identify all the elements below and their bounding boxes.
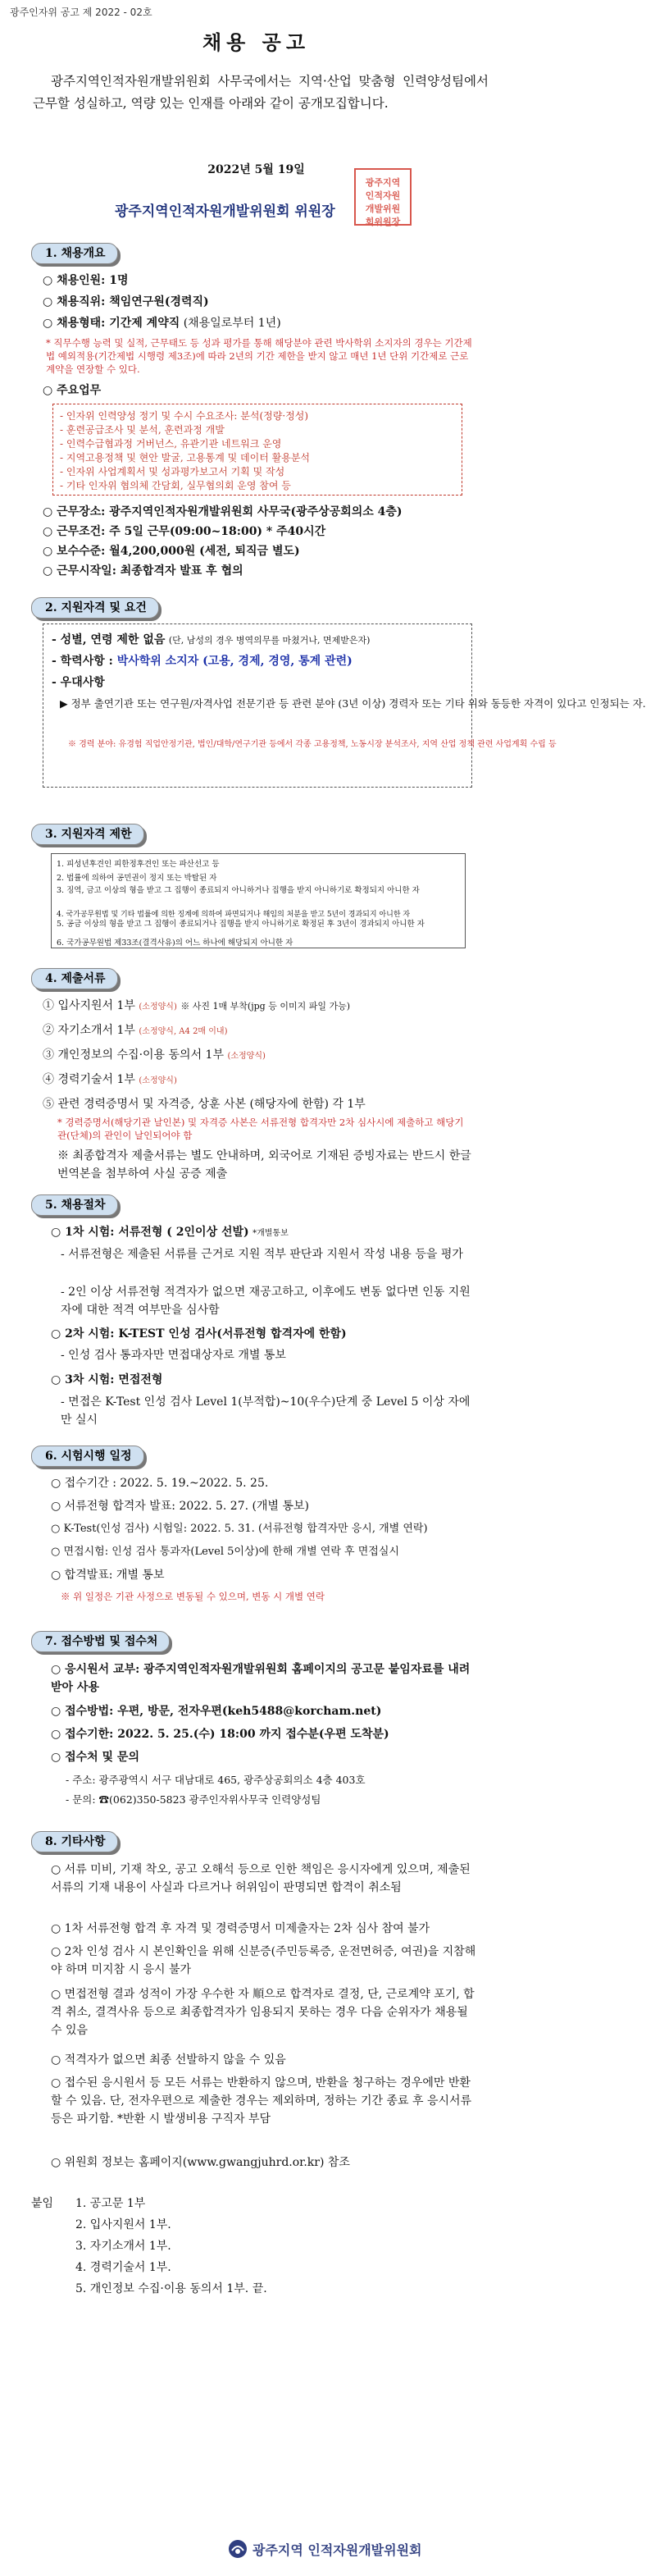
application-form-info: ○ 응시원서 교부: 광주지역인적자원개발위원회 홈페이지의 공고문 붙임자료를 내려받아 사용 [51,1663,471,1694]
issuer-name: 광주지역인적자원개발위원회 위원장 [115,203,335,220]
application-deadline: ○ 접수기한: 2022. 5. 25.(수) 18:00 까지 접수분(우편 도착분) [51,1728,389,1741]
section-header-application: 7. 접수방법 및 접수처 [31,1631,170,1652]
doc-application-form-label: ① 입사지원서 1부 [43,999,135,1012]
qualification-age-label: - 성별, 연령 제한 없음 [52,633,166,646]
qualification-degree-value: 박사학위 소지자 (고용, 경제, 경영, 통계 관련) [116,655,353,668]
section-header-documents: 4. 제출서류 [31,968,118,989]
duty-item: - 인력수급협과정 거버넌스, 유관기관 네트워크 운영 [60,438,282,450]
doc-certificates-note: * 경력증명서(해당기관 날인본) 및 자격증 사본은 서류전형 합격자만 2차 심사시에 제출하고 해당기관(단체)의 관인이 날인되어야 함 [57,1117,464,1141]
headcount: ○ 채용인원: 1명 [43,274,129,287]
work-place: ○ 근무장소: 광주지역인적자원개발위원회 사무국(광주상공회의소 4층) [43,505,403,518]
organization-logo-icon [228,2539,248,2559]
process-step-2-detail: - 인성 검사 통과자만 면접대상자로 개별 통보 [61,1349,286,1362]
process-step-1-tag: *개별통보 [252,1229,289,1238]
other-homepage-note: ○ 위원회 정보는 홈페이지(www.gwangjuhrd.or.kr) 참조 [51,2156,350,2169]
document-number: 광주인자위 공고 제 2022 - 02호 [10,7,152,18]
application-method: ○ 접수방법: 우편, 방문, 전자우편(keh5488@korcham.net) [51,1705,382,1718]
footer-org-name: 광주지역 인적자원개발위원회 [252,2542,422,2558]
other-item: ○ 면접전형 결과 성적이 가장 우수한 자 順으로 합격자로 결정, 단, 근로계약 포기, 합격 취소, 결격사유 등으로 최종합격자가 임용되지 못하는 경우 다음 순위자가 채용될 수 있음 [51,1988,475,2037]
page-title: 채용 공고 [202,30,311,54]
preference-detail: ▶ 정부 출연기관 또는 연구원/자격사업 전문기관 등 관련 분야 (3년 이상) 경력자 또는 기타 위와 동등한 자격이 있다고 인정되는 자. [60,697,646,710]
pay-level: ○ 보수수준: 월4,200,000원 (세전, 퇴직금 별도) [43,545,300,558]
qualification-box [43,623,646,788]
doc-self-intro-label: ② 자기소개서 1부 [43,1024,135,1037]
restriction-item: 3. 징역, 금고 이상의 형을 받고 그 집행이 종료되지 아니하거나 집행을 받지 아니하기로 확정되지 아니한 자 [57,886,420,895]
section-header-other: 8. 기타사항 [31,1831,118,1852]
duties-box [52,404,462,496]
employment-type [43,315,281,331]
duty-item: - 지역고용정책 및 현안 발굴, 고용통계 및 데이터 활용분석 [60,452,311,464]
process-step-1-detail-a: - 서류전형은 제출된 서류를 근거로 지원 적부 판단과 지원서 작성 내용 등을 평가 [61,1248,463,1261]
restriction-item: 2. 법률에 의하여 공민권이 정지 또는 박탈된 자 [57,874,217,883]
application-contact-heading: ○ 접수처 및 문의 [51,1751,139,1764]
restriction-item: 1. 피성년후견인 피한정후견인 또는 파산선고 등 [57,860,220,869]
doc-privacy-consent-tag: (소정양식) [227,1052,266,1061]
position: ○ 채용직위: 책임연구원(경력직) [43,295,209,308]
employment-type-note: (채용일로부터 1년) [183,317,281,330]
other-item: ○ 접수된 응시원서 등 모든 서류는 반환하지 않으며, 반환을 청구하는 경우에만 반환할 수 있음. 단, 전자우편으로 제출한 경우는 제외하며, 정하는 기간 종료 후 응시서류 등은 파기함. *반환 시 발생비용 구직자 부담 [51,2076,472,2126]
schedule-item: ○ 합격발표: 개별 통보 [51,1569,165,1582]
doc-self-intro [43,1022,228,1040]
doc-self-intro-tag: (소정양식, A4 2매 이내) [139,1027,228,1036]
other-item: ○ 적격자가 없으면 최종 선발하지 않을 수 있음 [51,2053,286,2067]
section-header-process: 5. 채용절차 [31,1194,118,1216]
preference-heading: - 우대사항 [52,676,105,689]
schedule-note: ※ 위 일정은 기관 사정으로 변동될 수 있으며, 변동 시 개별 연락 [61,1591,325,1602]
restriction-item: 4. 국가공무원법 및 기타 법률에 의한 징계에 의하여 파면되거나 해임의 처분을 받고 5년이 경과되지 아니한 자 [57,911,411,919]
application-phone: - 문의: ☎(062)350-5823 광주인자위사무국 인력양성팀 [66,1793,321,1806]
attachment-item: 2. 입사지원서 1부. [75,2218,171,2231]
intro-paragraph: 광주지역인적자원개발위원회 사무국에서는 지역·산업 맞춤형 인력양성팀에서 근무할 성실하고, 역량 있는 인재를 아래와 같이 공개모집합니다. [33,74,489,111]
attachment-item: 4. 경력기술서 1부. [75,2261,171,2274]
qualification-age-note: (단, 남성의 경우 병역의무를 마쳤거나, 면제받은자) [168,635,371,646]
official-seal-stamp: 광주지역 인적자원 개발위원 회위원장 [354,168,412,226]
section-header-restrictions: 3. 지원자격 제한 [31,824,144,845]
attachment-item: 5. 개인정보 수집·이용 동의서 1부. 끝. [75,2282,267,2295]
schedule-item: ○ K-Test(인성 검사) 시험일: 2022. 5. 31. (서류전형 합격자만 응시, 개별 연락) [51,1523,428,1535]
section-header-schedule: 6. 시험시행 일정 [31,1446,144,1467]
doc-career-description [43,1071,177,1089]
notice-date: 2022년 5월 19일 [207,163,305,176]
schedule-item: ○ 접수기간 : 2022. 5. 19.~2022. 5. 25. [51,1477,269,1490]
employment-type-label: ○ 채용형태: 기간제 계약직 [43,317,180,330]
schedule-item: ○ 서류전형 합격자 발표: 2022. 5. 27. (개별 통보) [51,1500,309,1513]
employment-type-detail: * 직무수행 능력 및 실적, 근무태도 등 성과 평가를 통해 해당분야 관련 박사학위 소지자의 경우는 기간제법 예외적용(기간제법 시행령 제3조)에 따라 2년의 기간 제한을 받지 않고 매년 1년 단위 기간제로 근로계약을 연장할 수 있다. [46,337,472,375]
restrictions-box [51,853,466,948]
process-step-1 [51,1224,289,1242]
doc-privacy-consent-label: ③ 개인정보의 수집·이용 동의서 1부 [43,1048,224,1062]
process-step-1-label: ○ 1차 시험: 서류전형 ( 2인이상 선발) [51,1226,249,1239]
doc-career-description-tag: (소정양식) [139,1076,177,1085]
attachment-item: 1. 공고문 1부 [75,2197,146,2210]
attachments-label: 붙임 [31,2197,54,2210]
doc-certificates: ⑤ 관련 경력증명서 및 자격증, 상훈 사본 (해당자에 한함) 각 1부 [43,1098,366,1111]
other-item: ○ 1차 서류전형 합격 후 자격 및 경력증명서 미제출자는 2차 심사 참여 불가 [51,1922,430,1935]
start-date: ○ 근무시작일: 최종합격자 발표 후 협의 [43,564,243,578]
duties-heading: ○ 주요업무 [43,384,102,397]
schedule-item: ○ 면접시험: 인성 검사 통과자(Level 5이상)에 한해 개별 연락 후 면접실시 [51,1546,399,1558]
duty-item: - 기타 인자위 협의체 간담회, 실무협의회 운영 참여 등 [60,480,291,491]
restriction-item: 6. 국가공무원법 제33조(결격사유)의 어느 하나에 해당되지 아니한 자 [57,939,293,948]
footer-logo [228,2539,422,2559]
attachment-item: 3. 자기소개서 1부. [75,2240,171,2253]
doc-application-form-note: ※ 사진 1매 부착(jpg 등 이미지 파일 가능) [180,1001,351,1012]
doc-application-form [43,998,350,1016]
process-step-2: ○ 2차 시험: K-TEST 인성 검사(서류전형 합격자에 한함) [51,1327,347,1341]
doc-application-form-tag: (소정양식) [139,1003,177,1012]
process-step-1-detail-b: - 2인 이상 서류전형 적격자가 없으면 재공고하고, 이후에도 변동 없다면 인동 지원자에 대한 적격 여부만을 심사함 [61,1286,471,1317]
qualification-age [52,631,370,647]
section-header-qualification: 2. 지원자격 및 요건 [31,597,159,619]
process-step-3: ○ 3차 시험: 면접전형 [51,1373,163,1386]
other-item: ○ 서류 미비, 기재 착오, 공고 오해석 등으로 인한 책임은 응시자에게 있으며, 제출된 서류의 기재 내용이 사실과 다르거나 허위임이 판명되면 합격이 취소됨 [51,1863,471,1894]
work-hours: ○ 근무조건: 주 5일 근무(09:00~18:00) * 주40시간 [43,525,326,538]
doc-career-description-label: ④ 경력기술서 1부 [43,1073,135,1086]
preference-small-note: ※ 경력 분야: 유경험 직업안정기관, 법인/대학/연구기관 등에서 각종 고용정책, 노동시장 분석조사, 지역 산업 정책 관련 사업계획 수립 등 [68,740,557,749]
doc-final-note: ※ 최종합격자 제출서류는 별도 안내하며, 외국어로 기재된 증빙자료는 반드시 한글 번역본을 첨부하여 사실 공증 제출 [57,1149,471,1181]
restriction-item: 5. 공금 이상의 형을 받고 그 집행이 종료되거나 집행을 받지 아니하기로 확정된 후 3년이 경과되지 아니한 자 [57,920,425,929]
duty-item: - 인자위 인력양성 정기 및 수시 수요조사: 분석(정량·정성) [60,410,309,422]
process-step-3-detail: - 면접은 K-Test 인성 검사 Level 1(부적합)~10(우수)단계 중 Level 5 이상 자에만 실시 [61,1395,471,1427]
application-address: - 주소: 광주광역시 서구 대남대로 465, 광주상공회의소 4층 403호 [66,1774,366,1786]
qualification-degree [52,652,353,669]
doc-privacy-consent [43,1047,266,1065]
qualification-degree-label: - 학력사항 : [52,655,117,668]
other-item: ○ 2차 인성 검사 시 본인확인을 위해 신분증(주민등록증, 운전면허증, 여권)을 지참해야 하며 미지참 시 응시 불가 [51,1945,476,1976]
duty-item: - 인자위 사업계획서 및 성과평가보고서 기획 및 작성 [60,466,285,477]
section-header-overview: 1. 채용개요 [31,243,118,264]
duty-item: - 훈련공급조사 및 분석, 훈련과정 개발 [60,424,225,436]
